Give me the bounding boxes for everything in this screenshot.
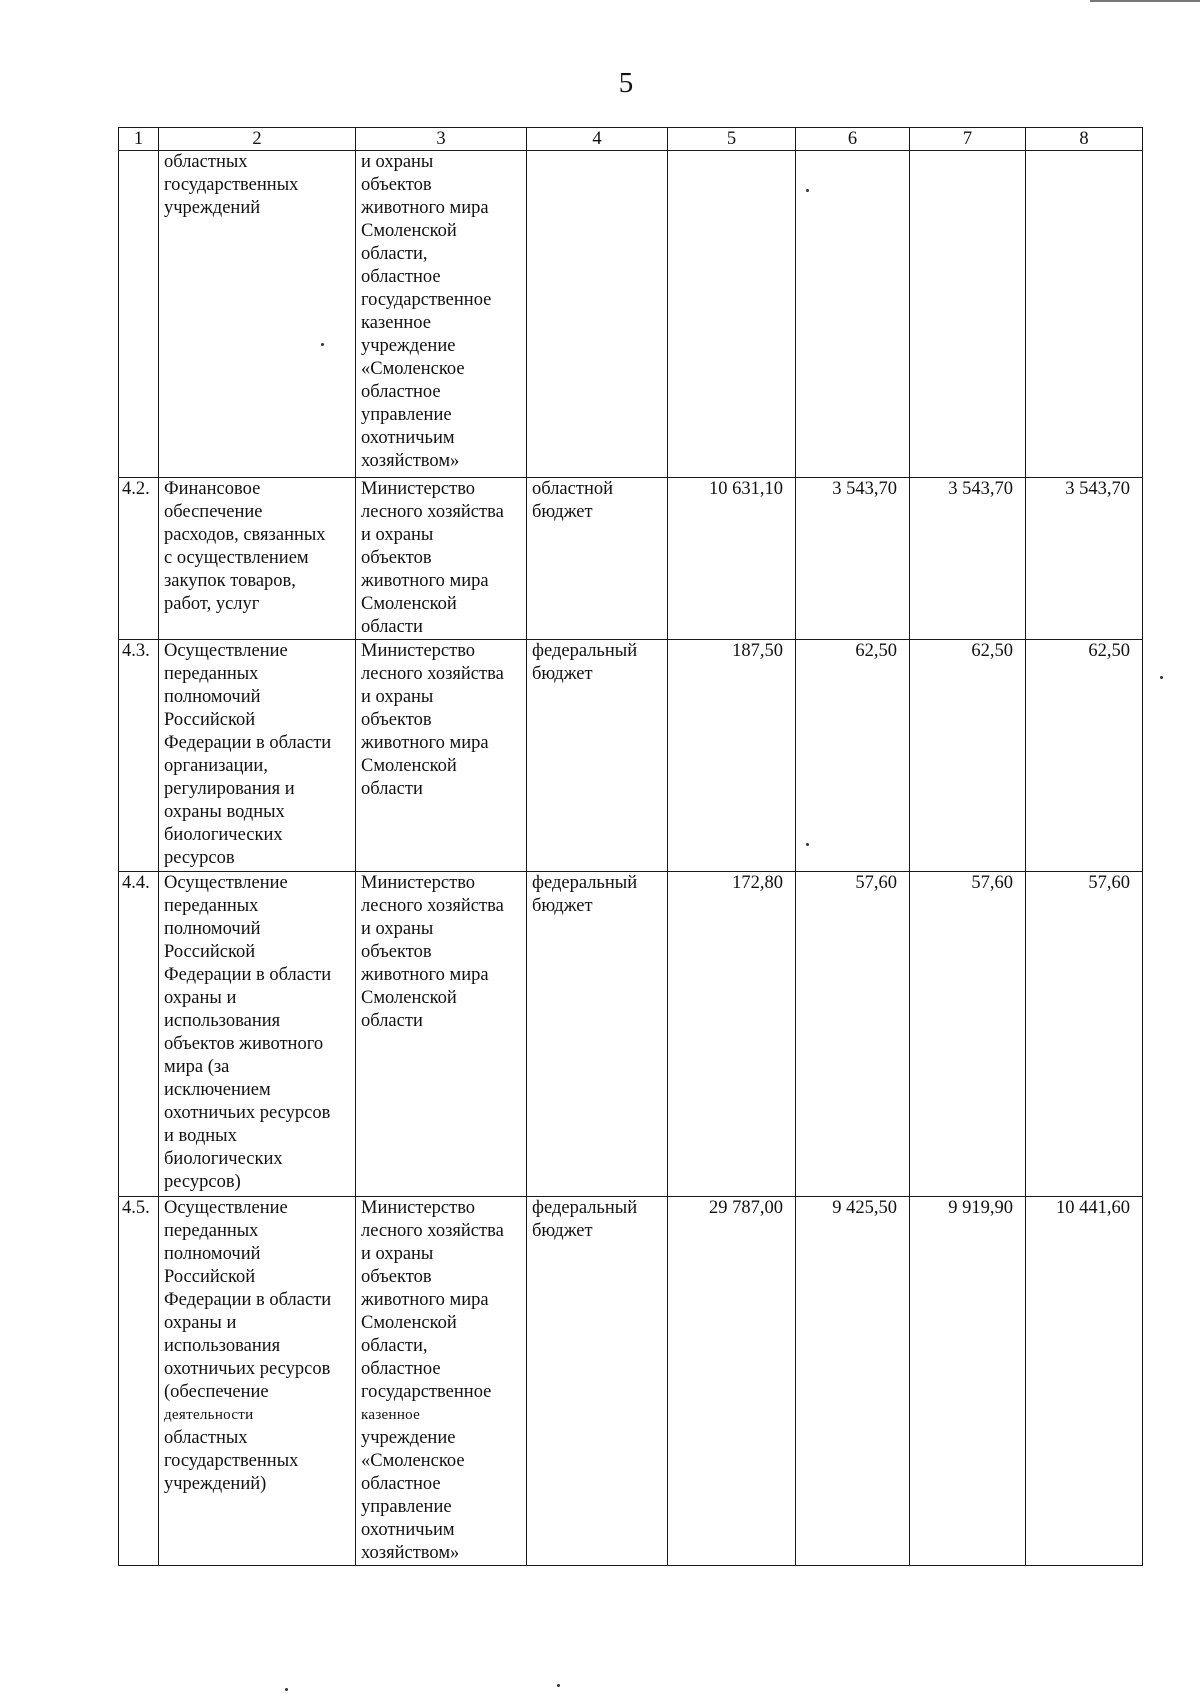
executor: и охраны объектов животного мира Смоленской области, областное государственное казенное учреждение «Смоленское областное управление охотничьим хозяйством» — [356, 151, 527, 478]
activity-name: областных государственных учреждений — [159, 151, 356, 478]
year1-amount: 3 543,70 — [796, 478, 910, 640]
funding-source: федеральный бюджет — [527, 872, 668, 1197]
year2-amount — [910, 151, 1026, 478]
header-row — [119, 128, 1143, 151]
funding-source — [527, 151, 668, 478]
table-row — [119, 1197, 1143, 1566]
total-amount: 10 631,10 — [668, 478, 796, 640]
executor: Министерство лесного хозяйства и охраны объектов животного мира Смоленской области — [356, 872, 527, 1197]
activity-name: Финансовое обеспечение расходов, связанных с осуществлением закупок товаров, работ, услуг — [159, 478, 356, 640]
row-index — [119, 151, 159, 478]
header-cell-7: 7 — [910, 128, 1026, 151]
header-cell-6: 6 — [796, 128, 910, 151]
year3-amount: 57,60 — [1026, 872, 1143, 1197]
scan-speck — [557, 1684, 560, 1687]
table-row — [119, 151, 1143, 478]
executor: Министерство лесного хозяйства и охраны объектов животного мира Смоленской области — [356, 640, 527, 872]
total-amount — [668, 151, 796, 478]
year2-amount: 9 919,90 — [910, 1197, 1026, 1566]
header-cell-8: 8 — [1026, 128, 1143, 151]
program-activities-table — [118, 127, 1143, 1566]
year1-amount — [796, 151, 910, 478]
year1-amount: 62,50 — [796, 640, 910, 872]
year3-amount — [1026, 151, 1143, 478]
scan-speck — [806, 843, 809, 846]
row-index: 4.3. — [119, 640, 159, 872]
year2-amount: 62,50 — [910, 640, 1026, 872]
year2-amount: 57,60 — [910, 872, 1026, 1197]
table-row — [119, 872, 1143, 1197]
year3-amount: 62,50 — [1026, 640, 1143, 872]
year3-amount: 3 543,70 — [1026, 478, 1143, 640]
row-index: 4.2. — [119, 478, 159, 640]
activity-name: Осуществление переданных полномочий Российской Федерации в области охраны и использования охотничьих ресурсов (обеспечение деятельности областных государственных учреждений) — [159, 1197, 356, 1566]
activity-name: Осуществление переданных полномочий Российской Федерации в области организации, регулирования и охраны водных биологических ресурсов — [159, 640, 356, 872]
year2-amount: 3 543,70 — [910, 478, 1026, 640]
row-index: 4.5. — [119, 1197, 159, 1566]
scan-speck — [321, 343, 324, 346]
table-row — [119, 478, 1143, 640]
scan-speck — [285, 1688, 288, 1691]
funding-source: федеральный бюджет — [527, 1197, 668, 1566]
scan-speck — [806, 189, 809, 192]
header-cell-3: 3 — [356, 128, 527, 151]
scan-speck — [1160, 676, 1163, 679]
total-amount: 172,80 — [668, 872, 796, 1197]
header-cell-5: 5 — [668, 128, 796, 151]
executor: Министерство лесного хозяйства и охраны объектов животного мира Смоленской области — [356, 478, 527, 640]
year1-amount: 57,60 — [796, 872, 910, 1197]
header-cell-4: 4 — [527, 128, 668, 151]
executor: Министерство лесного хозяйства и охраны объектов животного мира Смоленской области, областное государственное казенное учреждение «Смоленское областное управление охотничьим хозяйством» — [356, 1197, 527, 1566]
total-amount: 187,50 — [668, 640, 796, 872]
row-index: 4.4. — [119, 872, 159, 1197]
year1-amount: 9 425,50 — [796, 1197, 910, 1566]
funding-source: областной бюджет — [527, 478, 668, 640]
scan-edge-rule — [1090, 0, 1200, 2]
table-row — [119, 640, 1143, 872]
total-amount: 29 787,00 — [668, 1197, 796, 1566]
header-cell-2: 2 — [159, 128, 356, 151]
header-cell-1: 1 — [119, 128, 159, 151]
page-number: 5 — [618, 67, 634, 99]
year3-amount: 10 441,60 — [1026, 1197, 1143, 1566]
activity-name: Осуществление переданных полномочий Российской Федерации в области охраны и использования объектов животного мира (за исключением охотничьих ресурсов и водных биологических ресурсов) — [159, 872, 356, 1197]
funding-source: федеральный бюджет — [527, 640, 668, 872]
